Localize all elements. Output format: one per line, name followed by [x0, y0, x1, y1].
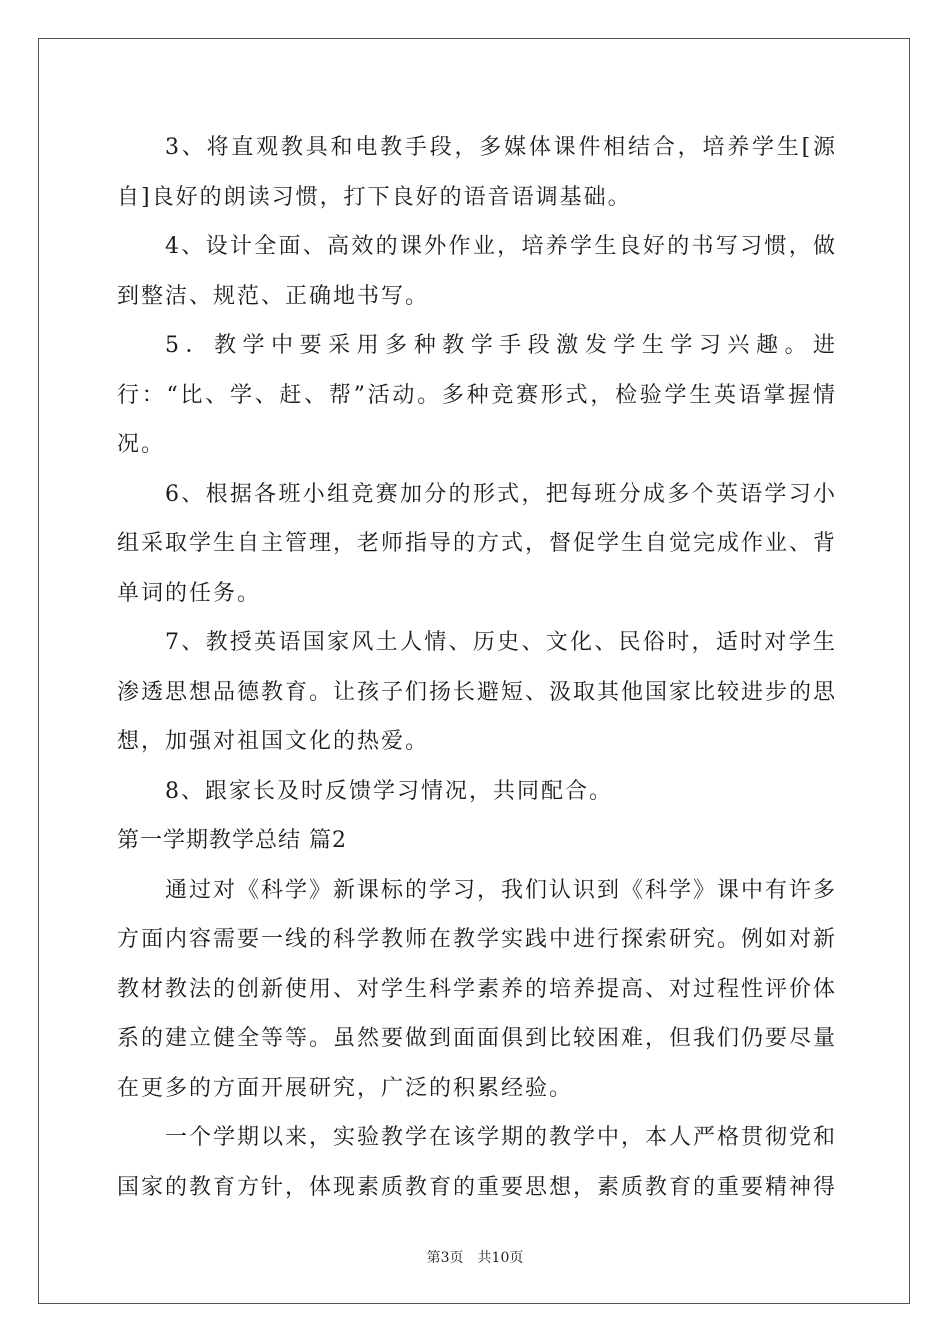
- paragraph-item-4: 4、设计全面、高效的课外作业，培养学生良好的书写习惯，做到整洁、规范、正确地书写。: [117, 234, 837, 309]
- paragraph-semester: 一个学期以来，实验教学在该学期的教学中，本人严格贯彻党和国家的教育方针，体现素质教育的重要思想，素质教育的重要精神得: [117, 1125, 838, 1200]
- section-heading: 第一学期教学总结 篇2: [117, 828, 347, 853]
- paragraph-item-8: 8、跟家长及时反馈学习情况，共同配合。: [165, 778, 613, 804]
- page-number-footer: 第3页 共10页: [426, 1250, 524, 1266]
- paragraph-item-6: 6、根据各班小组竞赛加分的形式，把每班分成多个英语学习小组采取学生自主管理，老师指导的方式，督促学生自觉完成作业、背单词的任务。: [117, 481, 838, 606]
- paragraph-item-5: 5．教学中要采用多种教学手段激发学生学习兴趣。进行：“比、学、赶、帮”活动。多种竞赛形式，检验学生英语掌握情况。: [117, 333, 837, 457]
- paragraph-item-3: 3、将直观教具和电教手段，多媒体课件相结合，培养学生[源自]良好的朗读习惯，打下良好的语音语调基础。: [117, 135, 837, 210]
- paragraph-item-7: 7、教授英语国家风土人情、历史、文化、民俗时，适时对学生渗透思想品德教育。让孩子们扬长避短、汲取其他国家比较进步的思想，加强对祖国文化的热爱。: [117, 630, 838, 754]
- paragraph-intro: 通过对《科学》新课标的学习，我们认识到《科学》课中有许多方面内容需要一线的科学教师在教学实践中进行探索研究。例如对新教材教法的创新使用、对学生科学素养的培养提高、对过程性评价体系的建立健全等等。虽然要做到面面俱到比较困难，但我们仍要尽量在更多的方面开展研究，广泛的积累经验。: [117, 877, 838, 1101]
- document-body: [117, 123, 837, 1212]
